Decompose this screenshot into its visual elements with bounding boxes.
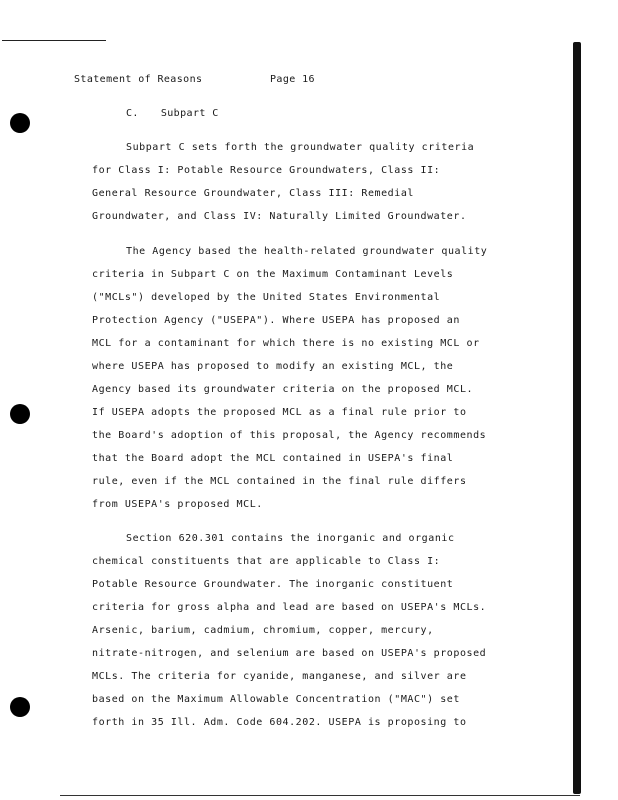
bottom-rule bbox=[60, 795, 580, 796]
page-number: Page 16 bbox=[270, 74, 315, 85]
body-line: based on the Maximum Allowable Concentration ("MAC") set bbox=[92, 694, 460, 705]
section-marker: C. bbox=[126, 108, 139, 119]
body-line: Potable Resource Groundwater. The inorganic constituent bbox=[92, 579, 454, 590]
section-heading bbox=[126, 108, 219, 119]
body-line: chemical constituents that are applicable to Class I: bbox=[92, 556, 441, 567]
body-line: ("MCLs") developed by the United States Environmental bbox=[92, 292, 441, 303]
punch-hole-icon bbox=[10, 404, 30, 424]
body-line: that the Board adopt the MCL contained in USEPA's final bbox=[92, 453, 454, 464]
body-line: criteria in Subpart C on the Maximum Contaminant Levels bbox=[92, 269, 454, 280]
body-line: rule, even if the MCL contained in the final rule differs bbox=[92, 476, 467, 487]
body-line: Subpart C sets forth the groundwater quality criteria bbox=[126, 142, 475, 153]
punch-hole-icon bbox=[10, 697, 30, 717]
body-line: forth in 35 Ill. Adm. Code 604.202. USEPA is proposing to bbox=[92, 717, 467, 728]
body-line: for Class I: Potable Resource Groundwaters, Class II: bbox=[92, 165, 441, 176]
body-line: If USEPA adopts the proposed MCL as a final rule prior to bbox=[92, 407, 467, 418]
body-line: Section 620.301 contains the inorganic and organic bbox=[126, 533, 455, 544]
top-rule bbox=[2, 40, 106, 41]
header-title: Statement of Reasons bbox=[74, 74, 203, 85]
body-line: Agency based its groundwater criteria on the proposed MCL. bbox=[92, 384, 474, 395]
body-line: the Board's adoption of this proposal, the Agency recommends bbox=[92, 430, 487, 441]
body-line: The Agency based the health-related groundwater quality bbox=[126, 246, 488, 257]
margin-revision-bar bbox=[573, 42, 581, 794]
body-line: Groundwater, and Class IV: Naturally Limited Groundwater. bbox=[92, 211, 467, 222]
section-title: Subpart C bbox=[160, 108, 219, 119]
body-line: nitrate-nitrogen, and selenium are based on USEPA's proposed bbox=[92, 648, 487, 659]
body-line: MCL for a contaminant for which there is no existing MCL or bbox=[92, 338, 480, 349]
punch-hole-icon bbox=[10, 113, 30, 133]
page-header bbox=[74, 74, 315, 85]
body-line: Protection Agency ("USEPA"). Where USEPA has proposed an bbox=[92, 315, 460, 326]
body-line: General Resource Groundwater, Class III: Remedial bbox=[92, 188, 414, 199]
body-line: Arsenic, barium, cadmium, chromium, copper, mercury, bbox=[92, 625, 434, 636]
body-line: criteria for gross alpha and lead are based on USEPA's MCLs. bbox=[92, 602, 487, 613]
body-line: MCLs. The criteria for cyanide, manganese, and silver are bbox=[92, 671, 467, 682]
body-line: from USEPA's proposed MCL. bbox=[92, 499, 263, 510]
body-line: where USEPA has proposed to modify an existing MCL, the bbox=[92, 361, 454, 372]
